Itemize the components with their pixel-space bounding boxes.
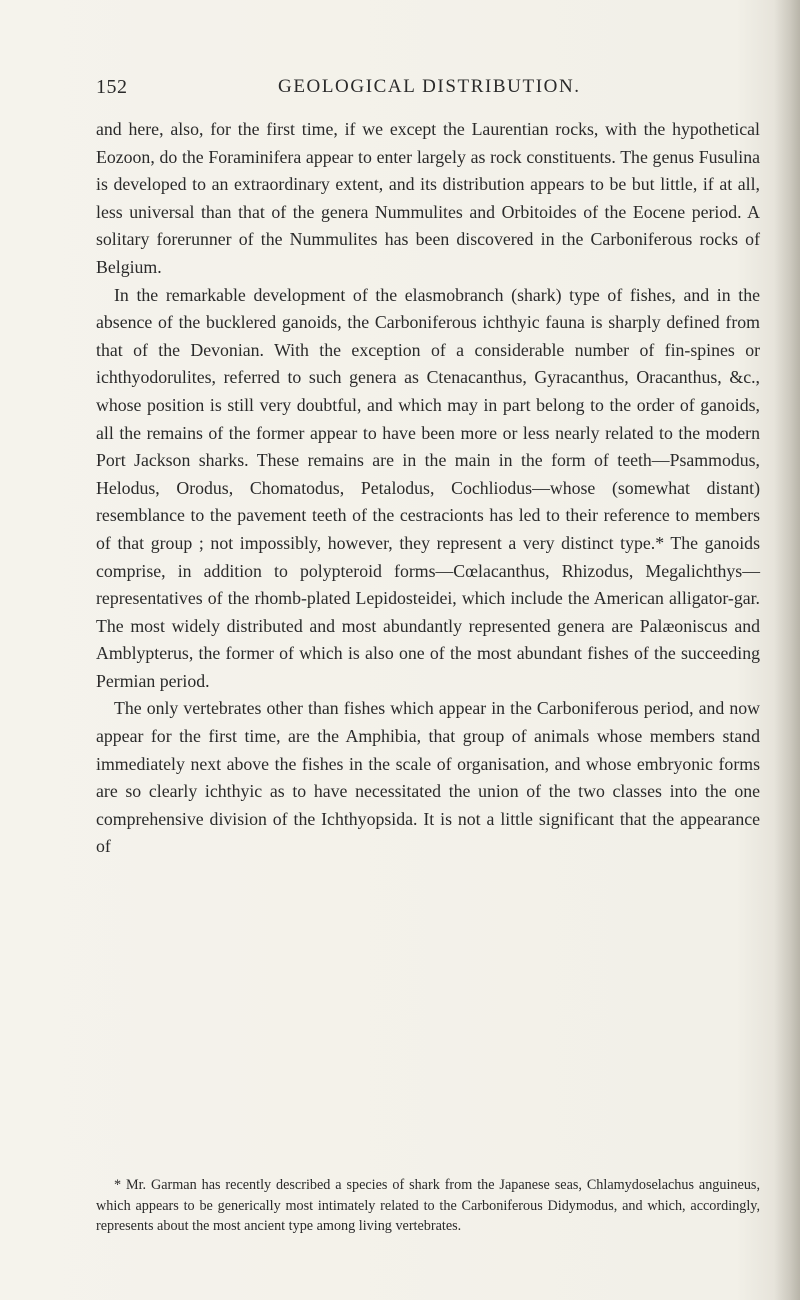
- page-edge-shadow: [774, 0, 800, 1300]
- paragraph: The only vertebrates other than fishes which appear in the Carboniferous period, and now appear for the first time, are the Amphibia, that group of animals whose members stand immediately next above the fishes in the scale of organisation, and whose embryonic forms are so clearly ichthyic as to have necessitated the union of the two classes into the one comprehensive division of the Ichthyopsida. It is not a little significant that the appearance of: [96, 698, 760, 857]
- body-text: [96, 116, 760, 861]
- paragraph: In the remarkable development of the elasmobranch (shark) type of fishes, and in the absence of the bucklered ganoids, the Carboniferous ichthyic fauna is sharply defined from that of the Devonian. With the exception of a considerable number of fin-spines or ichthyodorulites, referred to such genera as Ctenacanthus, Gyracanthus, Oracanthus, &c., whose position is still very doubtful, and which may in part belong to the order of ganoids, all the remains of the former appear to have been more or less nearly related to the modern Port Jackson sharks. These remains are in the main in the form of teeth—Psammodus, Helodus, Orodus, Chomatodus, Petalodus, Cochliodus—whose (somewhat distant) resemblance to the pavement teeth of the cestracionts has led to their reference to members of that group ; not impossibly, however, they represent a very distinct type.* The ganoids comprise, in addition to polypteroid forms—Cœlacanthus, Rhizodus, Megalichthys—representatives of the rhomb-plated Lepidosteidei, which include the American alligator-gar. The most widely distributed and most abundantly represented genera are Palæoniscus and Amblypterus, the former of which is also one of the most abundant fishes of the succeeding Permian period.: [96, 284, 760, 691]
- page-number: 152: [96, 76, 128, 98]
- running-head: GEOLOGICAL DISTRIBUTION.: [278, 76, 581, 97]
- page-header: [96, 76, 760, 106]
- footnote: * Mr. Garman has recently described a species of shark from the Japanese seas, Chlamydoselachus anguineus, which appears to be generically most intimately related to the Carboniferous Didymodus, and which, accordingly, represents about the most ancient type among living vertebrates.: [96, 1177, 760, 1235]
- paragraph: and here, also, for the first time, if we except the Laurentian rocks, with the hypothetical Eozoon, do the Foraminifera appear to enter largely as rock constituents. The genus Fusulina is developed to an extraordinary extent, and its distribution appears to be but little, if at all, less universal than that of the genera Nummulites and Orbitoides of the Eocene period. A solitary forerunner of the Nummulites has been discovered in the Carboniferous rocks of Belgium.: [96, 119, 760, 277]
